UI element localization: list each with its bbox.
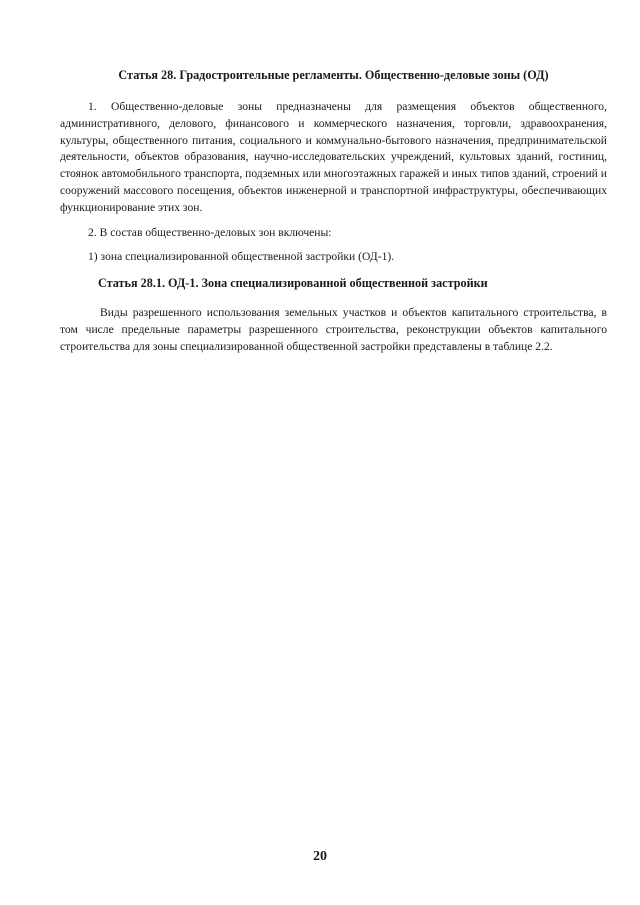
page-content [60, 68, 607, 364]
article-28-paragraph-2: 2. В состав общественно-деловых зон включены: [88, 225, 332, 239]
article-28-paragraph-1: 1. Общественно-деловые зоны предназначены для размещения объектов общественного, административного, делового, финансового и коммерческого назначения, торговли, здравоохранения, культуры, общественного питания, социального и коммунально-бытового назначения, предпринимательской деятельности, объектов образования, научно-исследовательских учреждений, культовых зданий, гостиниц, стоянок автомобильного транспорта, подземных или многоэтажных гаражей и иных типов зданий, строений и сооружений массового посещения, объектов инженерной и транспортной инфраструктуры, обеспечивающих функционирование этих зон. [60, 100, 607, 214]
article-28-1-heading: Статья 28.1. ОД-1. Зона специализированной общественной застройки [98, 276, 488, 291]
page-number: 20 [313, 849, 327, 864]
article-28-1-paragraph: Виды разрешенного использования земельных участков и объектов капитального строительства, в том числе предельные параметры разрешенного строительства, реконструкции объектов капитального строительства для зоны специализированной общественной застройки представлены в таблице 2.2. [60, 306, 607, 353]
article-28-heading: Статья 28. Градостроительные регламенты. Общественно-деловые зоны (ОД) [118, 68, 549, 82]
article-28-list-item-1: 1) зона специализированной общественной застройки (ОД-1). [88, 250, 395, 264]
